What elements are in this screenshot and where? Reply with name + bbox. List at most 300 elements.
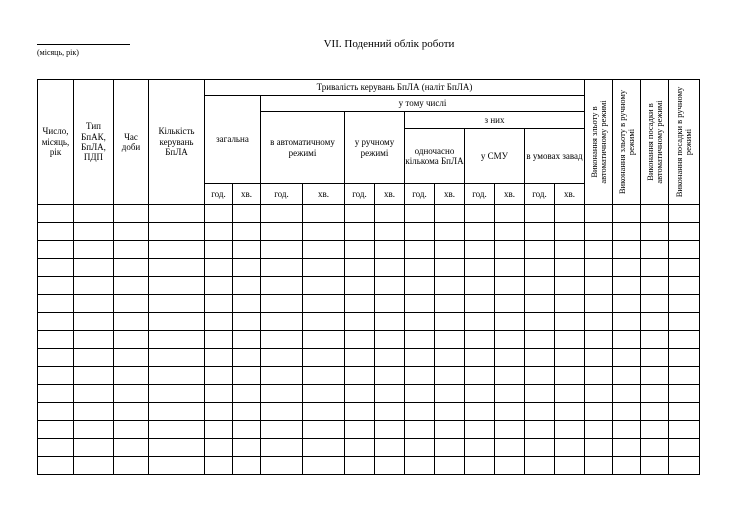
table-cell[interactable] — [261, 349, 303, 367]
table-cell[interactable] — [114, 385, 149, 403]
table-cell[interactable] — [74, 403, 114, 421]
table-cell[interactable] — [495, 385, 525, 403]
table-cell[interactable] — [669, 439, 700, 457]
table-cell[interactable] — [114, 277, 149, 295]
table-cell[interactable] — [641, 313, 669, 331]
table-cell[interactable] — [375, 241, 405, 259]
table-cell[interactable] — [233, 385, 261, 403]
table-cell[interactable] — [669, 259, 700, 277]
table-cell[interactable] — [495, 367, 525, 385]
table-cell[interactable] — [149, 367, 205, 385]
table-cell[interactable] — [669, 331, 700, 349]
table-cell[interactable] — [233, 259, 261, 277]
table-cell[interactable] — [435, 385, 465, 403]
table-cell[interactable] — [74, 205, 114, 223]
table-cell[interactable] — [555, 367, 585, 385]
table-cell[interactable] — [585, 277, 613, 295]
table-cell[interactable] — [205, 349, 233, 367]
table-cell[interactable] — [38, 223, 74, 241]
table-cell[interactable] — [495, 403, 525, 421]
table-cell[interactable] — [303, 439, 345, 457]
table-cell[interactable] — [233, 439, 261, 457]
table-cell[interactable] — [585, 313, 613, 331]
table-cell[interactable] — [38, 205, 74, 223]
table-cell[interactable] — [525, 331, 555, 349]
table-cell[interactable] — [114, 421, 149, 439]
table-cell[interactable] — [495, 259, 525, 277]
table-cell[interactable] — [669, 385, 700, 403]
table-cell[interactable] — [495, 205, 525, 223]
table-cell[interactable] — [261, 403, 303, 421]
table-cell[interactable] — [261, 367, 303, 385]
table-cell[interactable] — [585, 349, 613, 367]
table-cell[interactable] — [303, 259, 345, 277]
table-cell[interactable] — [38, 385, 74, 403]
table-cell[interactable] — [555, 277, 585, 295]
table-cell[interactable] — [205, 295, 233, 313]
table-cell[interactable] — [149, 403, 205, 421]
table-cell[interactable] — [375, 313, 405, 331]
table-cell[interactable] — [525, 241, 555, 259]
table-cell[interactable] — [345, 385, 375, 403]
table-cell[interactable] — [405, 403, 435, 421]
table-cell[interactable] — [465, 367, 495, 385]
table-cell[interactable] — [303, 349, 345, 367]
table-cell[interactable] — [641, 439, 669, 457]
table-cell[interactable] — [525, 259, 555, 277]
table-cell[interactable] — [613, 259, 641, 277]
table-cell[interactable] — [613, 349, 641, 367]
table-cell[interactable] — [205, 421, 233, 439]
table-cell[interactable] — [525, 403, 555, 421]
table-cell[interactable] — [465, 223, 495, 241]
table-cell[interactable] — [345, 205, 375, 223]
table-cell[interactable] — [205, 259, 233, 277]
table-cell[interactable] — [303, 421, 345, 439]
table-cell[interactable] — [345, 403, 375, 421]
table-cell[interactable] — [435, 439, 465, 457]
table-cell[interactable] — [114, 331, 149, 349]
table-cell[interactable] — [261, 421, 303, 439]
table-cell[interactable] — [465, 403, 495, 421]
table-cell[interactable] — [405, 331, 435, 349]
table-cell[interactable] — [114, 295, 149, 313]
table-cell[interactable] — [233, 331, 261, 349]
table-cell[interactable] — [303, 367, 345, 385]
table-cell[interactable] — [38, 439, 74, 457]
table-cell[interactable] — [495, 241, 525, 259]
table-cell[interactable] — [303, 313, 345, 331]
table-cell[interactable] — [375, 259, 405, 277]
table-cell[interactable] — [345, 457, 375, 475]
table-cell[interactable] — [465, 277, 495, 295]
table-cell[interactable] — [38, 277, 74, 295]
table-cell[interactable] — [641, 277, 669, 295]
table-cell[interactable] — [669, 349, 700, 367]
table-cell[interactable] — [74, 349, 114, 367]
table-cell[interactable] — [669, 457, 700, 475]
table-cell[interactable] — [641, 223, 669, 241]
table-cell[interactable] — [405, 241, 435, 259]
table-cell[interactable] — [465, 259, 495, 277]
table-cell[interactable] — [641, 241, 669, 259]
table-cell[interactable] — [303, 403, 345, 421]
table-cell[interactable] — [375, 367, 405, 385]
table-cell[interactable] — [669, 421, 700, 439]
table-cell[interactable] — [149, 349, 205, 367]
table-cell[interactable] — [375, 331, 405, 349]
table-cell[interactable] — [149, 439, 205, 457]
table-cell[interactable] — [435, 349, 465, 367]
table-cell[interactable] — [555, 205, 585, 223]
table-cell[interactable] — [641, 367, 669, 385]
table-cell[interactable] — [669, 277, 700, 295]
table-cell[interactable] — [613, 457, 641, 475]
table-cell[interactable] — [261, 277, 303, 295]
table-cell[interactable] — [233, 313, 261, 331]
table-cell[interactable] — [525, 205, 555, 223]
table-cell[interactable] — [495, 421, 525, 439]
table-cell[interactable] — [613, 403, 641, 421]
table-cell[interactable] — [405, 421, 435, 439]
table-cell[interactable] — [405, 439, 435, 457]
table-cell[interactable] — [261, 205, 303, 223]
table-cell[interactable] — [205, 277, 233, 295]
table-cell[interactable] — [585, 205, 613, 223]
table-cell[interactable] — [205, 223, 233, 241]
table-cell[interactable] — [74, 313, 114, 331]
table-cell[interactable] — [465, 457, 495, 475]
table-cell[interactable] — [435, 241, 465, 259]
table-cell[interactable] — [114, 259, 149, 277]
table-cell[interactable] — [114, 367, 149, 385]
table-cell[interactable] — [641, 349, 669, 367]
table-cell[interactable] — [74, 457, 114, 475]
table-cell[interactable] — [495, 277, 525, 295]
table-cell[interactable] — [261, 457, 303, 475]
table-cell[interactable] — [345, 277, 375, 295]
table-cell[interactable] — [261, 385, 303, 403]
table-cell[interactable] — [149, 385, 205, 403]
table-cell[interactable] — [555, 241, 585, 259]
table-cell[interactable] — [555, 349, 585, 367]
table-cell[interactable] — [585, 259, 613, 277]
table-cell[interactable] — [74, 277, 114, 295]
table-cell[interactable] — [613, 439, 641, 457]
table-cell[interactable] — [641, 403, 669, 421]
table-cell[interactable] — [74, 241, 114, 259]
table-cell[interactable] — [405, 277, 435, 295]
table-cell[interactable] — [375, 223, 405, 241]
table-cell[interactable] — [525, 277, 555, 295]
table-cell[interactable] — [465, 421, 495, 439]
table-cell[interactable] — [613, 295, 641, 313]
table-cell[interactable] — [465, 295, 495, 313]
table-cell[interactable] — [613, 331, 641, 349]
table-cell[interactable] — [261, 313, 303, 331]
table-cell[interactable] — [405, 259, 435, 277]
table-cell[interactable] — [405, 367, 435, 385]
table-cell[interactable] — [205, 403, 233, 421]
table-cell[interactable] — [405, 385, 435, 403]
table-cell[interactable] — [149, 205, 205, 223]
table-cell[interactable] — [114, 313, 149, 331]
table-cell[interactable] — [613, 385, 641, 403]
table-cell[interactable] — [613, 223, 641, 241]
table-cell[interactable] — [555, 403, 585, 421]
table-cell[interactable] — [641, 331, 669, 349]
table-cell[interactable] — [74, 439, 114, 457]
table-cell[interactable] — [555, 385, 585, 403]
table-cell[interactable] — [465, 331, 495, 349]
table-cell[interactable] — [435, 223, 465, 241]
table-cell[interactable] — [585, 367, 613, 385]
table-cell[interactable] — [205, 241, 233, 259]
table-cell[interactable] — [585, 295, 613, 313]
table-cell[interactable] — [345, 349, 375, 367]
table-cell[interactable] — [114, 223, 149, 241]
table-cell[interactable] — [233, 349, 261, 367]
table-cell[interactable] — [114, 349, 149, 367]
table-cell[interactable] — [303, 385, 345, 403]
table-cell[interactable] — [375, 421, 405, 439]
table-cell[interactable] — [38, 421, 74, 439]
table-cell[interactable] — [555, 421, 585, 439]
table-cell[interactable] — [465, 385, 495, 403]
table-cell[interactable] — [149, 277, 205, 295]
table-cell[interactable] — [525, 439, 555, 457]
table-cell[interactable] — [465, 313, 495, 331]
table-cell[interactable] — [465, 205, 495, 223]
table-cell[interactable] — [38, 349, 74, 367]
table-cell[interactable] — [555, 313, 585, 331]
table-cell[interactable] — [669, 367, 700, 385]
table-cell[interactable] — [375, 295, 405, 313]
table-cell[interactable] — [233, 367, 261, 385]
table-cell[interactable] — [345, 439, 375, 457]
table-cell[interactable] — [233, 277, 261, 295]
table-cell[interactable] — [435, 367, 465, 385]
table-cell[interactable] — [38, 331, 74, 349]
table-cell[interactable] — [641, 421, 669, 439]
table-cell[interactable] — [555, 259, 585, 277]
table-cell[interactable] — [233, 205, 261, 223]
table-cell[interactable] — [38, 457, 74, 475]
table-cell[interactable] — [435, 277, 465, 295]
table-cell[interactable] — [149, 223, 205, 241]
table-cell[interactable] — [74, 367, 114, 385]
table-cell[interactable] — [495, 439, 525, 457]
table-cell[interactable] — [585, 385, 613, 403]
table-cell[interactable] — [345, 367, 375, 385]
table-cell[interactable] — [435, 403, 465, 421]
table-cell[interactable] — [585, 223, 613, 241]
table-cell[interactable] — [233, 403, 261, 421]
table-cell[interactable] — [38, 367, 74, 385]
table-cell[interactable] — [555, 295, 585, 313]
table-cell[interactable] — [375, 349, 405, 367]
table-cell[interactable] — [585, 403, 613, 421]
table-cell[interactable] — [525, 421, 555, 439]
table-cell[interactable] — [303, 241, 345, 259]
table-cell[interactable] — [435, 313, 465, 331]
table-cell[interactable] — [74, 259, 114, 277]
table-cell[interactable] — [114, 439, 149, 457]
table-cell[interactable] — [149, 457, 205, 475]
table-cell[interactable] — [641, 295, 669, 313]
table-cell[interactable] — [74, 385, 114, 403]
table-cell[interactable] — [405, 205, 435, 223]
table-cell[interactable] — [375, 385, 405, 403]
table-cell[interactable] — [525, 457, 555, 475]
table-cell[interactable] — [205, 367, 233, 385]
table-cell[interactable] — [375, 457, 405, 475]
table-cell[interactable] — [261, 223, 303, 241]
table-cell[interactable] — [585, 439, 613, 457]
table-cell[interactable] — [405, 349, 435, 367]
table-cell[interactable] — [233, 223, 261, 241]
table-cell[interactable] — [525, 313, 555, 331]
table-cell[interactable] — [525, 385, 555, 403]
table-cell[interactable] — [38, 241, 74, 259]
table-cell[interactable] — [405, 313, 435, 331]
table-cell[interactable] — [585, 331, 613, 349]
table-cell[interactable] — [669, 241, 700, 259]
table-cell[interactable] — [233, 295, 261, 313]
table-cell[interactable] — [405, 457, 435, 475]
table-cell[interactable] — [495, 295, 525, 313]
table-cell[interactable] — [303, 331, 345, 349]
table-cell[interactable] — [74, 331, 114, 349]
table-cell[interactable] — [465, 439, 495, 457]
table-cell[interactable] — [555, 457, 585, 475]
table-cell[interactable] — [495, 349, 525, 367]
table-cell[interactable] — [375, 403, 405, 421]
table-cell[interactable] — [261, 439, 303, 457]
table-cell[interactable] — [205, 385, 233, 403]
table-cell[interactable] — [641, 259, 669, 277]
table-cell[interactable] — [669, 223, 700, 241]
table-cell[interactable] — [38, 313, 74, 331]
table-cell[interactable] — [613, 205, 641, 223]
table-cell[interactable] — [205, 331, 233, 349]
table-cell[interactable] — [435, 295, 465, 313]
table-cell[interactable] — [495, 313, 525, 331]
table-cell[interactable] — [261, 241, 303, 259]
table-cell[interactable] — [435, 421, 465, 439]
table-cell[interactable] — [641, 457, 669, 475]
table-cell[interactable] — [205, 205, 233, 223]
table-cell[interactable] — [38, 295, 74, 313]
table-cell[interactable] — [435, 457, 465, 475]
table-cell[interactable] — [465, 241, 495, 259]
table-cell[interactable] — [303, 205, 345, 223]
table-cell[interactable] — [525, 295, 555, 313]
table-cell[interactable] — [233, 457, 261, 475]
table-cell[interactable] — [205, 313, 233, 331]
table-cell[interactable] — [261, 331, 303, 349]
table-cell[interactable] — [303, 457, 345, 475]
table-cell[interactable] — [114, 403, 149, 421]
table-cell[interactable] — [38, 259, 74, 277]
table-cell[interactable] — [149, 313, 205, 331]
table-cell[interactable] — [641, 385, 669, 403]
table-cell[interactable] — [345, 313, 375, 331]
table-cell[interactable] — [525, 223, 555, 241]
table-cell[interactable] — [613, 367, 641, 385]
table-cell[interactable] — [525, 367, 555, 385]
table-cell[interactable] — [345, 223, 375, 241]
table-cell[interactable] — [375, 205, 405, 223]
table-cell[interactable] — [375, 439, 405, 457]
table-cell[interactable] — [669, 313, 700, 331]
table-cell[interactable] — [261, 295, 303, 313]
table-cell[interactable] — [149, 421, 205, 439]
table-cell[interactable] — [641, 205, 669, 223]
table-cell[interactable] — [405, 223, 435, 241]
table-cell[interactable] — [233, 241, 261, 259]
table-cell[interactable] — [585, 241, 613, 259]
table-cell[interactable] — [149, 331, 205, 349]
table-cell[interactable] — [74, 421, 114, 439]
table-cell[interactable] — [555, 439, 585, 457]
table-cell[interactable] — [149, 259, 205, 277]
table-cell[interactable] — [149, 241, 205, 259]
table-cell[interactable] — [114, 205, 149, 223]
table-cell[interactable] — [435, 205, 465, 223]
table-cell[interactable] — [669, 403, 700, 421]
table-cell[interactable] — [345, 421, 375, 439]
table-cell[interactable] — [495, 223, 525, 241]
table-cell[interactable] — [345, 259, 375, 277]
table-cell[interactable] — [205, 439, 233, 457]
table-cell[interactable] — [669, 205, 700, 223]
table-cell[interactable] — [525, 349, 555, 367]
table-cell[interactable] — [435, 331, 465, 349]
table-cell[interactable] — [114, 241, 149, 259]
table-cell[interactable] — [495, 457, 525, 475]
table-cell[interactable] — [74, 223, 114, 241]
table-cell[interactable] — [613, 421, 641, 439]
table-cell[interactable] — [303, 277, 345, 295]
table-cell[interactable] — [495, 331, 525, 349]
table-cell[interactable] — [585, 421, 613, 439]
table-cell[interactable] — [233, 421, 261, 439]
table-cell[interactable] — [114, 457, 149, 475]
table-cell[interactable] — [303, 295, 345, 313]
table-cell[interactable] — [435, 259, 465, 277]
table-cell[interactable] — [613, 277, 641, 295]
table-cell[interactable] — [585, 457, 613, 475]
table-cell[interactable] — [74, 295, 114, 313]
table-cell[interactable] — [345, 241, 375, 259]
table-cell[interactable] — [205, 457, 233, 475]
table-cell[interactable] — [38, 403, 74, 421]
table-cell[interactable] — [149, 295, 205, 313]
table-cell[interactable] — [465, 349, 495, 367]
table-cell[interactable] — [345, 295, 375, 313]
table-cell[interactable] — [261, 259, 303, 277]
table-cell[interactable] — [613, 241, 641, 259]
table-cell[interactable] — [345, 331, 375, 349]
table-cell[interactable] — [555, 223, 585, 241]
table-cell[interactable] — [405, 295, 435, 313]
table-cell[interactable] — [303, 223, 345, 241]
table-cell[interactable] — [613, 313, 641, 331]
table-cell[interactable] — [555, 331, 585, 349]
table-cell[interactable] — [375, 277, 405, 295]
table-cell[interactable] — [669, 295, 700, 313]
